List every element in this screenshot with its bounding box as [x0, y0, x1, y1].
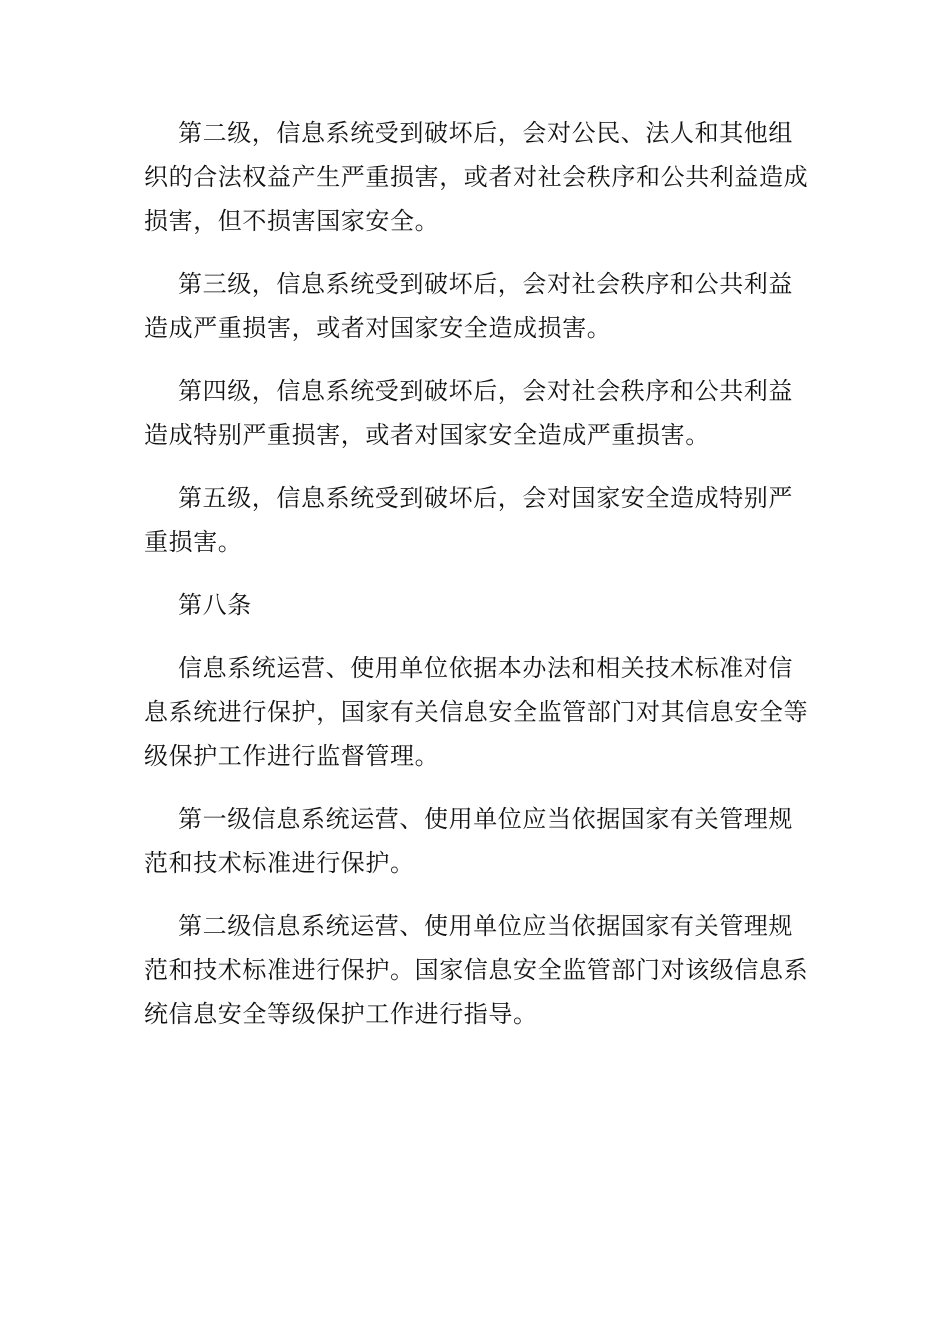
paragraph-level-two: 第二级，信息系统受到破坏后，会对公民、法人和其他组织的合法权益产生严重损害，或者对社会秩序和公共利益造成损害，但不损害国家安全。 [144, 119, 809, 235]
document-body [144, 111, 810, 1055]
paragraph-level-five: 第五级，信息系统受到破坏后，会对国家安全造成特别严重损害。 [144, 484, 793, 556]
paragraph-level-two-protection: 第二级信息系统运营、使用单位应当依据国家有关管理规范和技术标准进行保护。国家信息安全监管部门对该级信息系统信息安全等级保护工作进行指导。 [144, 912, 809, 1028]
article-heading: 第八条 [178, 591, 252, 619]
paragraph-level-one-protection: 第一级信息系统运营、使用单位应当依据国家有关管理规范和技术标准进行保护。 [144, 805, 793, 877]
paragraph-article-eight-main: 信息系统运营、使用单位依据本办法和相关技术标准对信息系统进行保护，国家有关信息安全监管部门对其信息安全等级保护工作进行监督管理。 [144, 654, 809, 770]
paragraph-level-three: 第三级，信息系统受到破坏后，会对社会秩序和公共利益造成严重损害，或者对国家安全造成损害。 [144, 270, 793, 342]
paragraph-level-four: 第四级，信息系统受到破坏后，会对社会秩序和公共利益造成特别严重损害，或者对国家安全造成严重损害。 [144, 377, 793, 449]
